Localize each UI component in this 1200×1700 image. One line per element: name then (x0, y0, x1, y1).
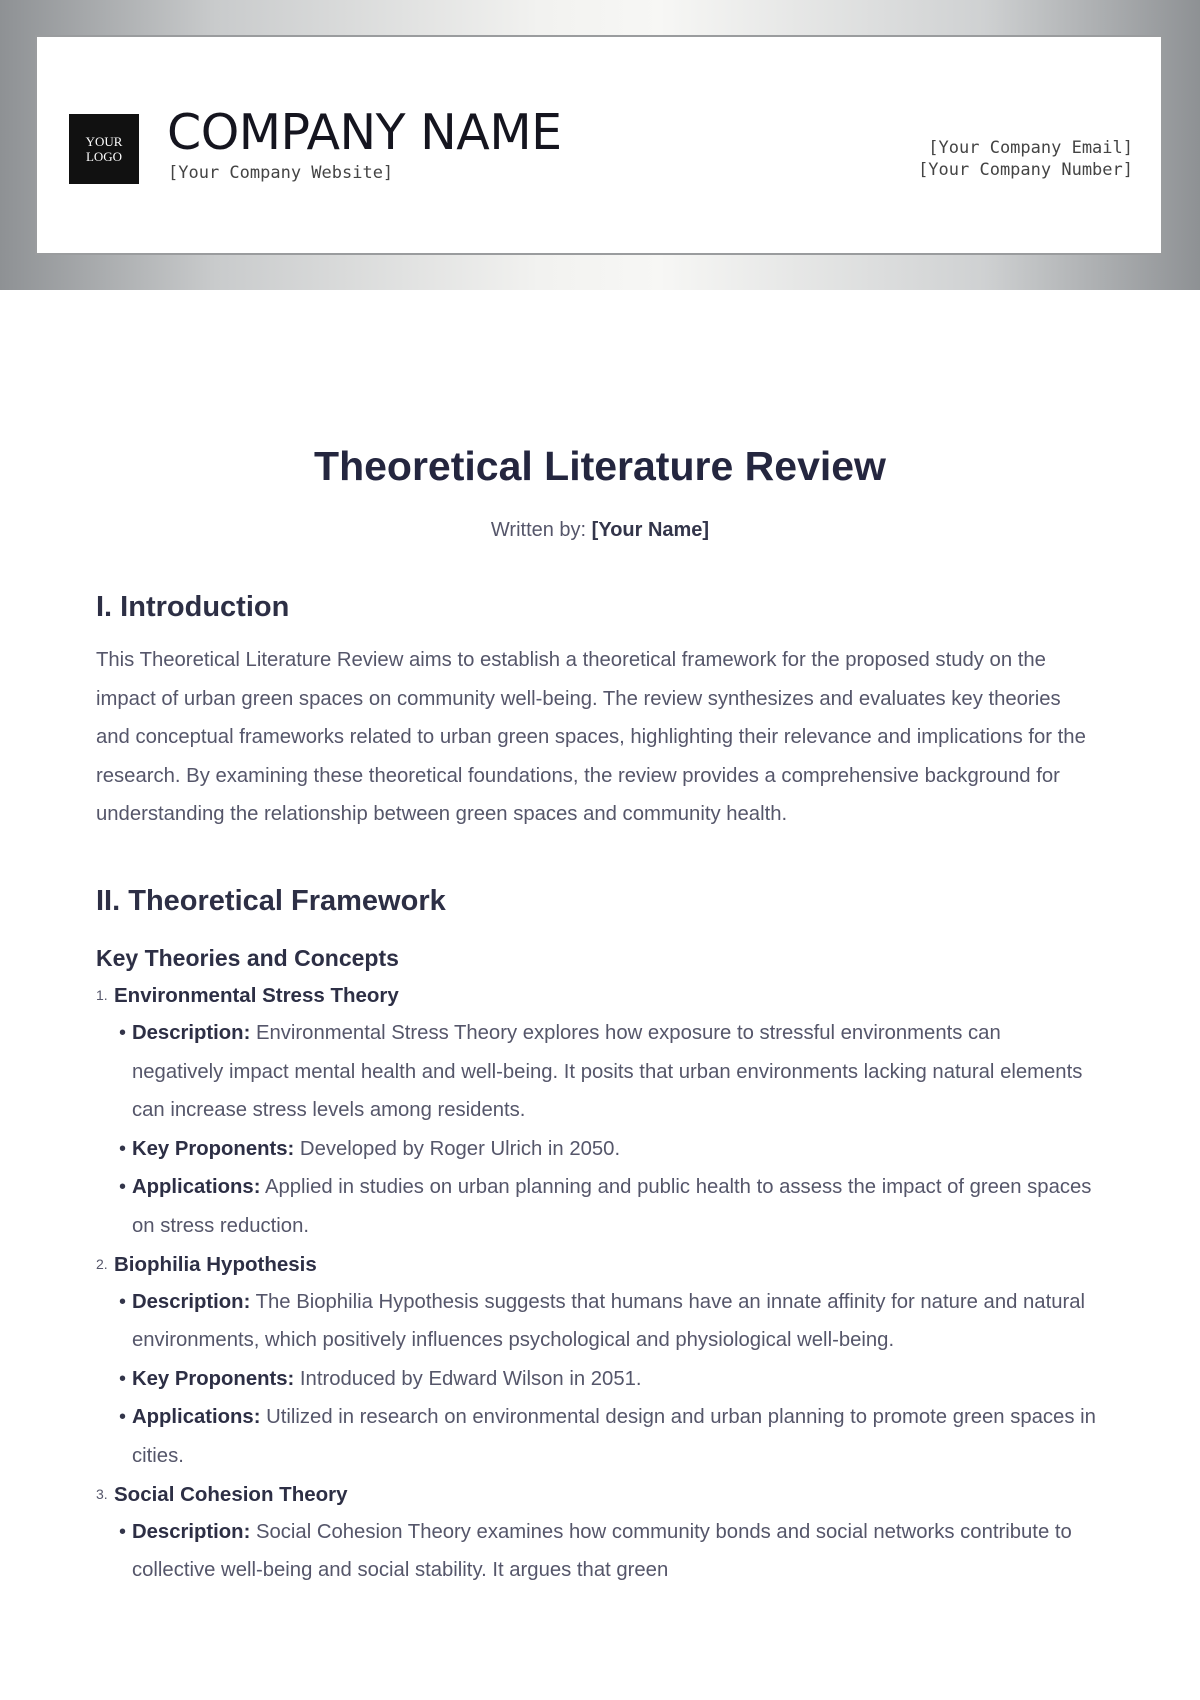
bullet-proponents (96, 1360, 1096, 1399)
logo-line-1: YOUR (85, 134, 123, 149)
bullet-dot: • (119, 1290, 127, 1313)
bullet-label: Applications: (132, 1176, 261, 1199)
theory-item (96, 1476, 1096, 1590)
bullet-text: The Biophilia Hypothesis suggests that humans have an innate affinity for nature and natural environments, which positively influences psychological and physiological well-being. (132, 1290, 1086, 1352)
byline (0, 517, 1200, 543)
bullet-applications (96, 1398, 1096, 1475)
document-title: Theoretical Literature Review (314, 443, 886, 489)
bullet-text: Environmental Stress Theory explores how exposure to stressful environments can negatively impact mental health and well-being. It posits that urban environments lacking natural elements can increase stress levels among residents. (132, 1021, 1083, 1122)
bullet-dot: • (119, 1520, 127, 1543)
bullet-dot: • (119, 1176, 127, 1199)
bullet-label: Description: (132, 1021, 251, 1044)
theory-item (96, 977, 1096, 1246)
bullet-label: Key Proponents: (132, 1367, 295, 1390)
bullet-label: Key Proponents: (132, 1137, 295, 1160)
bullet-text: Developed by Roger Ulrich in 2050. (299, 1137, 621, 1160)
theory-item (96, 1246, 1096, 1476)
bullet-description (96, 1014, 1096, 1130)
bullet-applications (96, 1168, 1096, 1245)
company-email: [Your Company Email] (928, 138, 1133, 158)
theory-name: Biophilia Hypothesis (114, 1252, 317, 1276)
company-contact (918, 137, 1133, 181)
company-website: [Your Company Website] (168, 163, 394, 183)
bullet-proponents (96, 1130, 1096, 1169)
bullet-dot: • (119, 1137, 127, 1160)
bullet-description (96, 1513, 1096, 1590)
bullet-label: Description: (132, 1290, 251, 1313)
logo-line-2: LOGO (85, 149, 123, 164)
bullet-dot: • (119, 1406, 127, 1429)
section-theoretical-framework (96, 879, 1096, 1590)
theory-name: Environmental Stress Theory (114, 983, 399, 1007)
bullet-text: Social Cohesion Theory examines how community bonds and social networks contribute to collective well-being and social stability. It argues that green (132, 1520, 1072, 1582)
bullet-label: Description: (132, 1520, 251, 1543)
bullet-text: Utilized in research on environmental design and urban planning to promote green spaces in cities. (132, 1406, 1096, 1467)
bullet-dot: • (119, 1367, 127, 1390)
theory-name: Social Cohesion Theory (114, 1482, 348, 1506)
list-number: 3. (96, 1485, 108, 1502)
theory-heading (96, 977, 1096, 1014)
company-name: COMPANY NAME (167, 104, 562, 161)
letterhead (35, 35, 1163, 255)
section-heading-framework: II. Theoretical Framework (96, 884, 446, 917)
list-number: 1. (96, 986, 108, 1003)
bullet-label: Applications: (132, 1406, 261, 1429)
bullet-text: Applied in studies on urban planning and public health to assess the impact of green spaces on stress reduction. (132, 1176, 1092, 1237)
bullet-description (96, 1283, 1096, 1360)
subheading-key-theories: Key Theories and Concepts (96, 944, 399, 971)
list-number: 2. (96, 1255, 108, 1272)
section-heading-introduction: I. Introduction (96, 591, 290, 623)
theory-heading (96, 1246, 1096, 1283)
bullet-dot: • (119, 1021, 127, 1044)
theory-heading (96, 1476, 1096, 1513)
document-body (96, 585, 1096, 1590)
bullet-text: Introduced by Edward Wilson in 2051. (299, 1367, 642, 1390)
byline-prefix: Written by: (490, 519, 587, 541)
company-number: [Your Company Number] (918, 160, 1133, 180)
introduction-paragraph: This Theoretical Literature Review aims to establish a theoretical framework for the proposed study on the impact of urban green spaces on community well-being. The review synthesizes and evaluates key theories and conceptual frameworks related to urban green spaces, highlighting their relevance and implications for the research. By examining these theoretical foundations, the review provides a comprehensive background for understanding the relationship between green spaces and community health. (96, 649, 1086, 826)
company-logo (69, 114, 139, 184)
author-name: [Your Name] (591, 519, 710, 541)
